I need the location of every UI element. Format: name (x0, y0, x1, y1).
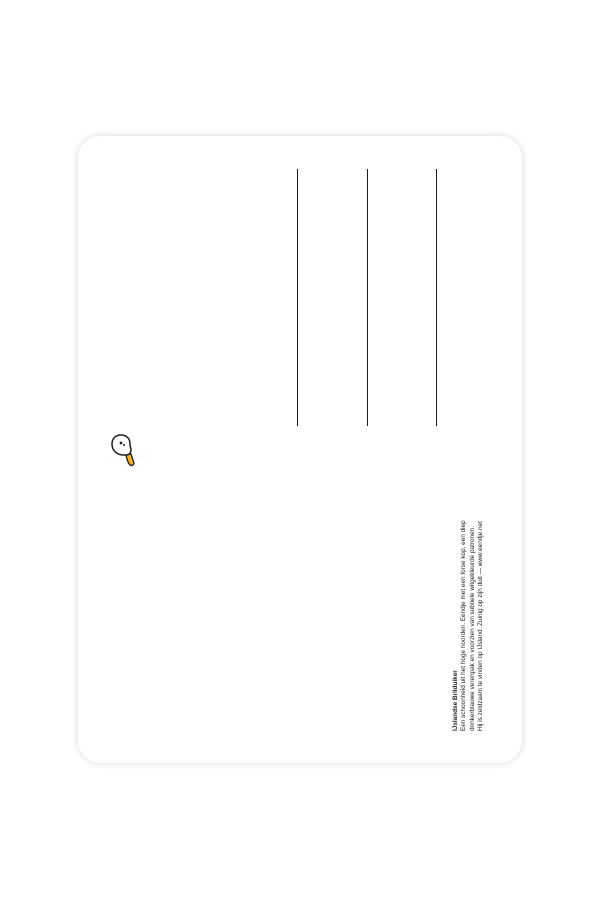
postcard-back (78, 136, 522, 763)
card-caption (452, 489, 494, 731)
address-line-1 (297, 169, 298, 426)
duck-head-icon (110, 433, 138, 467)
caption-line-3: Hij is zeldzaam te vinden op IJsland. Zuinig op zijn duit — www.eendje.net (477, 521, 485, 731)
caption-title: IJslandse Brilduiker (452, 670, 459, 731)
caption-line-1: Een schoonheid uit het hoge noorden. Eendje met een forse kop, een diep (460, 520, 468, 731)
address-line-3 (436, 169, 437, 426)
caption-line-2: donkerblauwe verenpak en voorzien van subtiele witgekleurde patronen. (468, 526, 476, 731)
address-line-2 (367, 169, 368, 426)
